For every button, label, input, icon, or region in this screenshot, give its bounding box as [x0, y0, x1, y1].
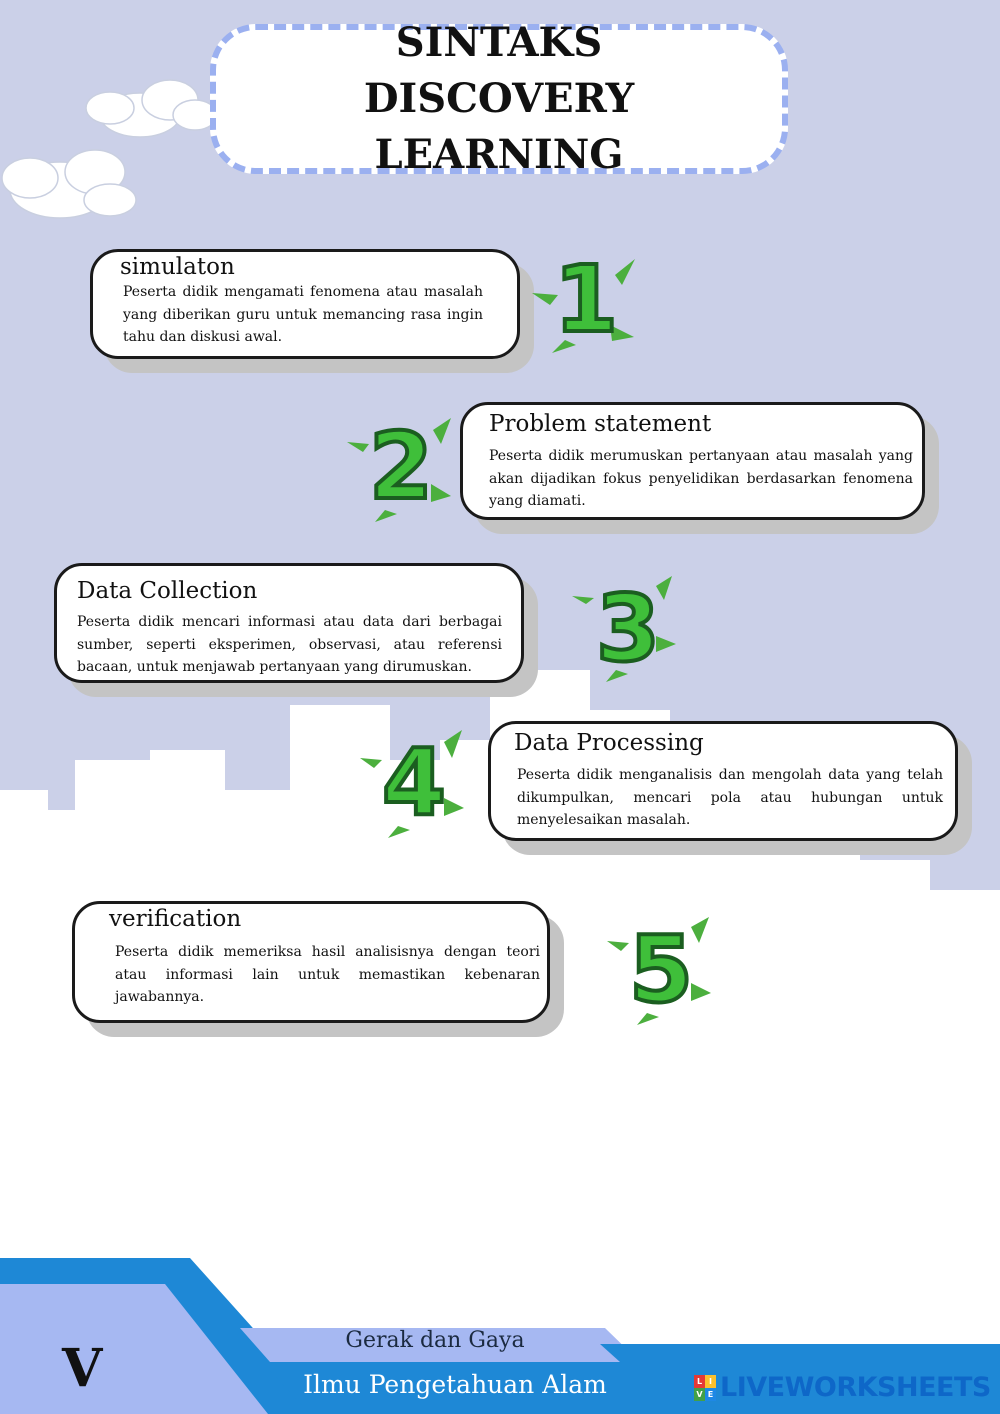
page-bottom-area — [0, 1000, 1000, 1260]
page-title: SINTAKS DISCOVERY LEARNING — [363, 19, 635, 178]
step-number-4 — [358, 728, 468, 838]
svg-text:5: 5 — [628, 916, 694, 1023]
step-body: Peserta didik mencari informasi atau data dari berbagai sumber, seperti eksperimen, observasi, atau referensi bacaan, untuk menjawab pertanyaan yang dirumuskan. — [77, 614, 502, 675]
step-card-3 — [54, 563, 524, 683]
step-body: Peserta didik memeriksa hasil analisisnya dengan teori atau informasi lain untuk memastikan kebenaran jawabannya. — [115, 944, 540, 1005]
footer-letter: V — [62, 1338, 103, 1399]
step-number-3 — [572, 574, 682, 684]
footer-subject: Ilmu Pengetahuan Alam — [303, 1370, 607, 1399]
logo-letter: V — [694, 1388, 705, 1401]
step-title: Data Processing — [514, 730, 704, 756]
step-body: Peserta didik menganalisis dan mengolah data yang telah dikumpulkan, mencari pola atau hubungan untuk menyelesaikan masalah. — [517, 767, 943, 828]
step-title: simulaton — [120, 254, 235, 280]
step-card-1 — [90, 249, 520, 359]
step-title: Problem statement — [489, 411, 712, 437]
step-number-1 — [530, 245, 640, 355]
footer-subtitle: Gerak dan Gaya — [345, 1328, 525, 1353]
svg-text:4: 4 — [381, 729, 447, 836]
title-banner — [210, 19, 788, 178]
step-card-5 — [72, 901, 550, 1023]
step-card-2 — [460, 402, 925, 520]
logo-letter: L — [694, 1375, 705, 1388]
step-number-5 — [605, 915, 715, 1025]
step-body: Peserta didik merumuskan pertanyaan atau masalah yang akan dijadikan fokus penyelidikan berdasarkan fenomena yang diamati. — [489, 448, 913, 509]
liveworksheets-wordmark: LIVEWORKSHEETS — [720, 1372, 991, 1403]
liveworksheets-brand[interactable] — [694, 1372, 991, 1403]
step-title: verification — [109, 906, 242, 932]
step-card-4 — [488, 721, 958, 841]
liveworksheets-logo-icon — [694, 1375, 716, 1401]
logo-letter: E — [705, 1388, 716, 1401]
step-number-2 — [345, 412, 455, 522]
step-title: Data Collection — [77, 578, 258, 604]
svg-text:2: 2 — [368, 413, 434, 520]
step-body: Peserta didik mengamati fenomena atau masalah yang diberikan guru untuk memancing rasa ingin tahu dan diskusi awal. — [123, 284, 483, 345]
svg-text:3: 3 — [595, 575, 661, 682]
logo-letter: I — [705, 1375, 716, 1388]
svg-text:1: 1 — [553, 246, 619, 353]
